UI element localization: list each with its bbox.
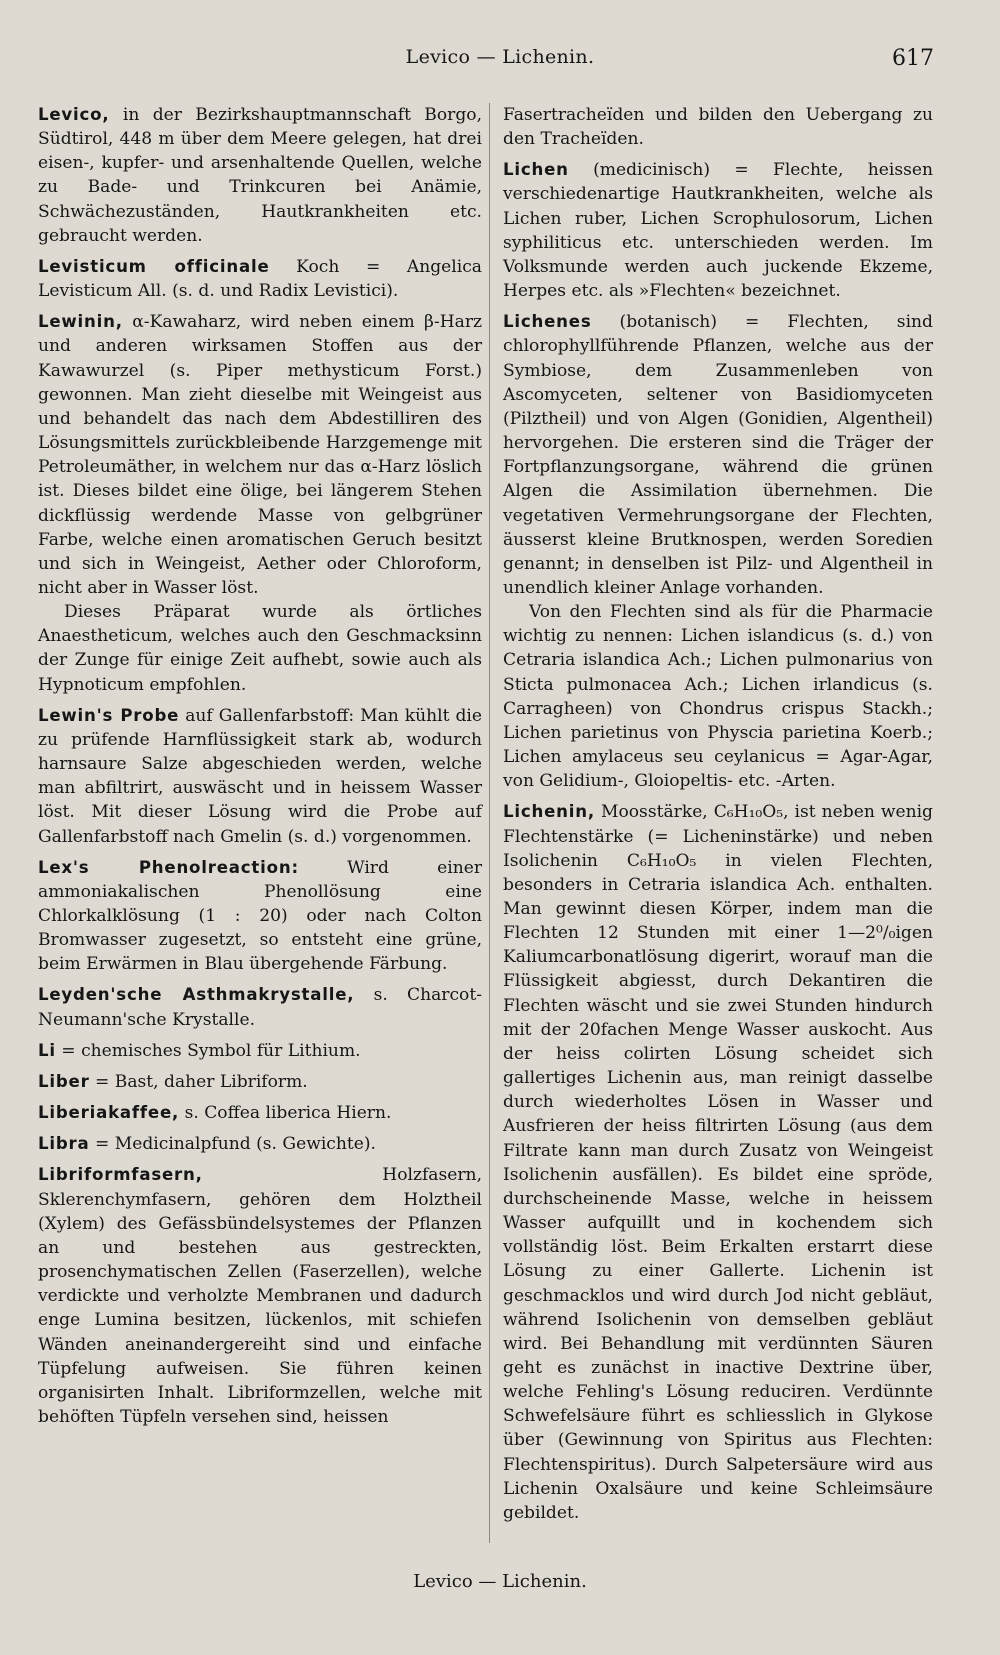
running-title: Levico — Lichenin. bbox=[405, 46, 595, 68]
headword: Lex's Phenolreaction: bbox=[38, 857, 299, 877]
headword: Lichen bbox=[503, 160, 569, 180]
entry-lichen bbox=[503, 158, 933, 303]
headword: Lewinin, bbox=[38, 312, 123, 332]
entry-lichenin bbox=[503, 800, 933, 1525]
entry-text: s. Charcot-Neumann'sche Krystalle. bbox=[38, 985, 482, 1030]
entry-text: (botanisch) = Flechten, sind chlorophyllführende Pflanzen, welche aus der Symbiose, dem Zusammenleben von Ascomyceten, seltener von Basidiomyceten (Pilztheil) und von Algen (Gonidien, Algentheil) hervorgehen. Die ersteren sind die Träger der Fortpflanzungsorgane, während die grünen Algen die Assimilation übernehmen. Die vegetativen Vermehrungsorgane der Flechten, äusserst kleine Brutknospen, werden Soredien genannt; in denselben ist Pilz- und Algentheil in unendlich kleiner Anlage vorhanden. bbox=[503, 312, 933, 598]
entry-lichenes-continued bbox=[503, 600, 933, 793]
entry-lex-phenolreaction bbox=[38, 856, 482, 977]
entry-text: = chemisches Symbol für Lithium. bbox=[55, 1040, 361, 1061]
entry-text: (medicinisch) = Flechte, heissen verschiedenartige Hautkrankheiten, welche als Lichen ruber, Lichen Scrophulosorum, Lichen syphiliticus etc. unterschieden werden. Im Volksmunde werden auch juckende Ekzeme, Herpes etc. als »Flechten« bezeichnet. bbox=[503, 160, 933, 302]
entry-lewinin bbox=[38, 310, 482, 600]
entry-text: α-Kawaharz, wird neben einem β-Harz und anderen wirksamen Stoffen aus der Kawawurzel (s. Piper methysticum Forst.) gewonnen. Man zieht dieselbe mit Weingeist aus und behandelt das nach dem Abdestilliren des Lösungsmittels zurückbleibende Harzgemenge mit Petroleumäther, in welchem nur das α-Harz löslich ist. Dieses bildet eine ölige, bei längerem Stehen dickflüssig werdende Masse von gelbgrüner Farbe, welche einen aromatischen Geruch besitzt und sich in Weingeist, Aether oder Chloroform, nicht aber in Wasser löst. bbox=[38, 312, 482, 598]
entry-text: in der Bezirkshauptmannschaft Borgo, Südtirol, 448 m über dem Meere gelegen, hat drei eisen-, kupfer- und arsenhaltende Quellen, welche zu Bade- und Trinkcuren bei Anämie, Schwächezuständen, Hautkrankheiten etc. gebraucht werden. bbox=[38, 105, 482, 246]
entry-text: Moosstärke, C₆H₁₀O₅, ist neben wenig Flechtenstärke (= Licheninstärke) und neben Isolichenin C₆H₁₀O₅ in vielen Flechten, besonders in Cetraria islandica Ach. enthalten. Man gewinnt diesen Körper, indem man die Flechten 12 Stunden mit einer 1—2⁰/₀igen Kaliumcarbonatlösung digerirt, worauf man die Flüssigkeit abgiesst, durch Dekantiren die Flechten wäscht und sie zwei Stunden hindurch mit der 20fachen Menge Wasser auskocht. Aus der heiss colirten Lösung scheidet sich gallertiges Lichenin aus, man reinigt dasselbe durch wiederholtes Lösen in Wasser und Ausfrieren der heiss filtrirten Lösung (aus dem Filtrate kann man durch Zusatz von Weingeist Isolichenin ausfällen). Es bildet eine spröde, durchscheinende Masse, welche in heissem Wasser aufquillt und in kochendem sich vollständig löst. Beim Erkalten erstarrt diese Lösung zu einer Gallerte. Lichenin ist geschmacklos und wird durch Jod nicht gebläut, während Isolichenin von demselben gebläut wird. Bei Behandlung mit verdünnten Säuren geht es zunächst in inactive Dextrine über, welche Fehling's Lösung reduciren. Verdünnte Schwefelsäure führt es schliesslich in Glykose über (Gewinnung von Spiritus aus Flechten: Flechtenspiritus). Durch Salpetersäure wird aus Lichenin Oxalsäure und keine Schleimsäure gebildet. bbox=[503, 802, 933, 1523]
entry-text: auf Gallenfarbstoff: Man kühlt die zu prüfende Harnflüssigkeit stark ab, wodurch harnsaure Salze abgeschieden werden, welche man abfiltrirt, auswäscht und in heissem Wasser löst. Mit dieser Lösung wird die Probe auf Gallenfarbstoff nach Gmelin (s. d.) vorgenommen. bbox=[38, 705, 483, 847]
entry-text: Koch = Angelica Levisticum All. (s. d. und Radix Levistici). bbox=[38, 256, 482, 302]
column-rule bbox=[489, 103, 490, 1543]
running-foot: Levico — Lichenin. bbox=[413, 1571, 587, 1592]
entry-libra bbox=[38, 1132, 482, 1156]
entry-text: s. Coffea liberica Hiern. bbox=[179, 1103, 392, 1124]
entry-li bbox=[38, 1039, 482, 1063]
entry-text: Dieses Präparat wurde als örtliches Anaestheticum, welches auch den Geschmacksinn der Zunge für einige Zeit aufhebt, sowie auch als Hypnoticum empfohlen. bbox=[38, 602, 482, 695]
right-column bbox=[503, 103, 933, 1525]
headword: Levisticum officinale bbox=[38, 256, 270, 276]
entry-lewins-probe bbox=[38, 704, 482, 849]
headword: Liberiakaffee, bbox=[38, 1103, 180, 1123]
headword: Libriformfasern, bbox=[38, 1165, 203, 1185]
headword: Li bbox=[38, 1040, 56, 1060]
headword: Libra bbox=[38, 1134, 90, 1154]
entry-liberiakaffee bbox=[38, 1101, 482, 1125]
entry-leyden-asthmakrystalle bbox=[38, 983, 482, 1031]
entry-levisticum bbox=[38, 255, 482, 303]
headword: Lewin's Probe bbox=[38, 705, 180, 725]
page-number: 617 bbox=[892, 46, 934, 71]
entry-levico bbox=[38, 103, 482, 248]
headword: Leyden'sche Asthmakrystalle, bbox=[38, 985, 355, 1005]
entry-lichenes bbox=[503, 310, 933, 600]
entry-text: Fasertracheïden und bilden den Uebergang zu den Tracheïden. bbox=[503, 105, 933, 150]
entry-text: Holzfasern, Sklerenchymfasern, gehören dem Holztheil (Xylem) des Gefässbündelsystemes der Pflanzen an und bestehen aus gestreckten, prosenchymatischen Zellen (Faserzellen), welche verdickte und verholzte Membranen und dadurch enge Lumina besitzen, lückenlos, mit schiefen Wänden aneinandergereiht sind und einfache Tüpfelung aufweisen. Sie führen keinen organisirten Inhalt. Libriformzellen, welche mit behöften Tüpfeln versehen sind, heissen bbox=[38, 1165, 482, 1427]
entry-text: Wird einer ammoniakalischen Phenollösung eine Chlorkalklösung (1 : 20) oder nach Colton Bromwasser zugesetzt, so entsteht eine grüne, beim Erwärmen in Blau übergehende Färbung. bbox=[38, 857, 482, 975]
entry-text: = Medicinalpfund (s. Gewichte). bbox=[89, 1134, 376, 1155]
headword: Lichenes bbox=[503, 312, 592, 332]
entry-liber bbox=[38, 1070, 482, 1094]
headword: Lichenin, bbox=[503, 802, 595, 822]
entry-libriformfasern bbox=[38, 1163, 482, 1429]
entry-text: = Bast, daher Libriform. bbox=[89, 1071, 308, 1092]
headword: Levico, bbox=[38, 105, 110, 124]
entry-text: Von den Flechten sind als für die Pharmacie wichtig zu nennen: Lichen islandicus (s. d.) von Cetraria islandica Ach.; Lichen pulmonarius von Sticta pulmonacea Ach.; Lichen irlandicus (s. Carragheen) von Chondrus crispus Stackh.; Lichen parietinus von Physcia parietina Koerb.; Lichen amylaceus seu ceylanicus = Agar-Agar, von Gelidium-, Gloiopeltis- etc. -Arten. bbox=[503, 602, 933, 792]
headword: Liber bbox=[38, 1071, 90, 1091]
entry-libriform-continued bbox=[503, 103, 933, 151]
entry-lewinin-continued bbox=[38, 600, 482, 697]
left-column bbox=[38, 103, 482, 1429]
